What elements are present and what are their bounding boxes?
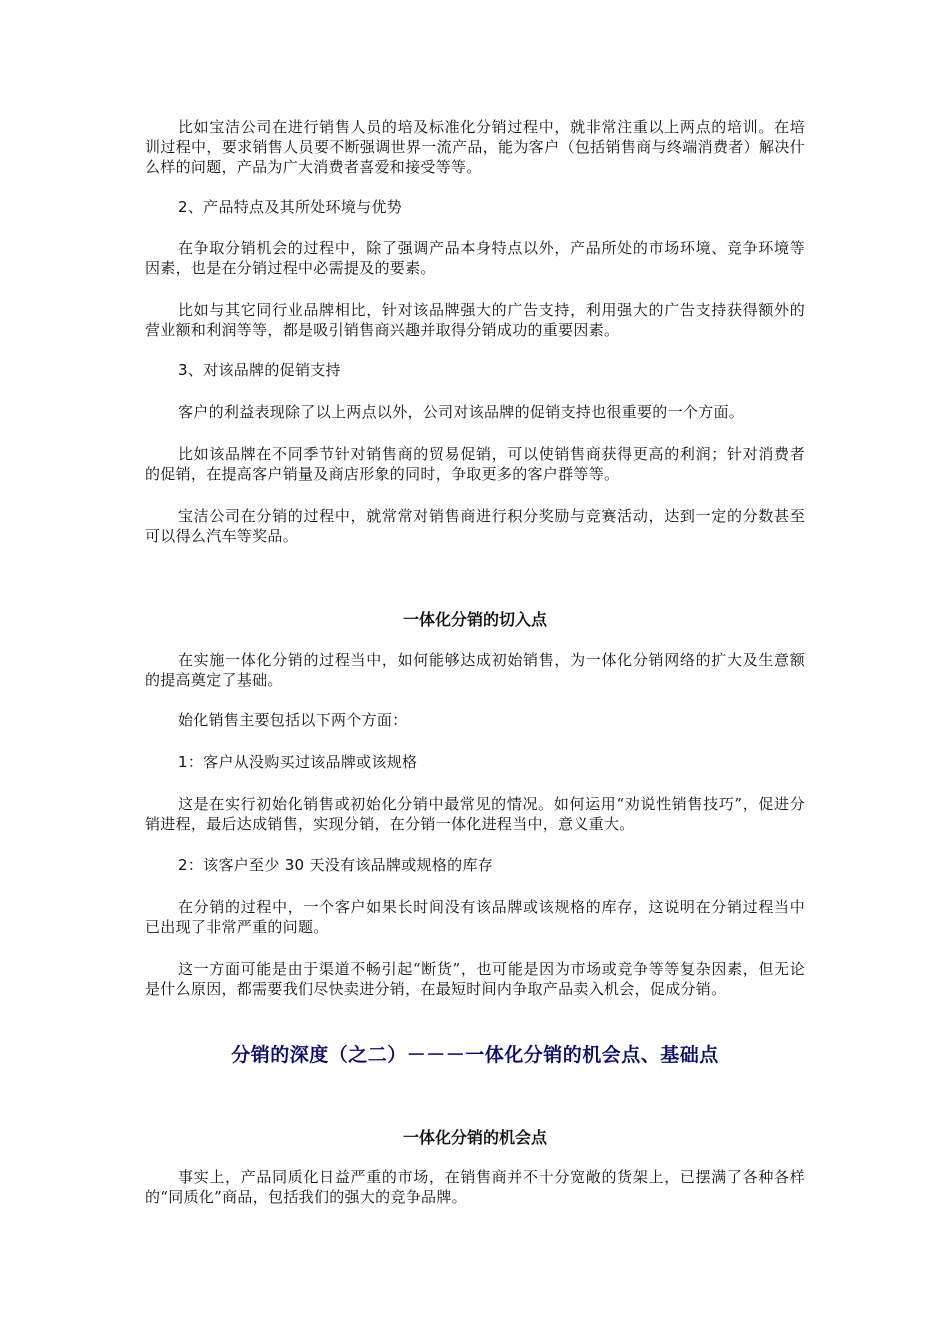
paragraph: 比如与其它同行业品牌相比，针对该品牌强大的广告支持，利用强大的广告支持获得额外的营业额和利润等等，都是吸引销售商兴趣并取得分销成功的重要因素。 — [145, 301, 805, 339]
paragraph: 比如该品牌在不同季节针对销售商的贸易促销，可以使销售商获得更高的利润；针对消费者的促销，在提高客户销量及商店形象的同时，争取更多的客户群等等。 — [145, 445, 805, 483]
section-heading: 一体化分销的机会点 — [402, 1128, 547, 1147]
paragraph: 在实施一体化分销的过程当中，如何能够达成初始销售，为一体化分销网络的扩大及生意额的提高奠定了基础。 — [145, 651, 805, 689]
list-item-heading: 2：该客户至少 30 天没有该品牌或规格的库存 — [178, 856, 494, 874]
paragraph: 这是在实行初始化销售或初始化分销中最常见的情况。如何运用“劝说性销售技巧”，促进分销进程，最后达成销售，实现分销，在分销一体化进程当中，意义重大。 — [145, 795, 805, 833]
section-heading: 一体化分销的切入点 — [402, 610, 547, 629]
paragraph: 始化销售主要包括以下两个方面： — [178, 711, 408, 729]
list-item-heading: 2、产品特点及其所处环境与优势 — [178, 198, 403, 216]
list-item-heading: 1：客户从没购买过该品牌或该规格 — [178, 753, 418, 771]
list-item-heading: 3、对该品牌的促销支持 — [178, 361, 341, 379]
paragraph: 在分销的过程中，一个客户如果长时间没有该品牌或该规格的库存，这说明在分销过程当中已出现了非常严重的问题。 — [145, 898, 805, 936]
paragraph: 客户的利益表现除了以上两点以外，公司对该品牌的促销支持也很重要的一个方面。 — [178, 403, 745, 421]
paragraph: 比如宝洁公司在进行销售人员的培及标准化分销过程中，就非常注重以上两点的培训。在培训过程中，要求销售人员要不断强调世界一流产品，能为客户（包括销售商与终端消费者）解决什么样的问题，产品为广大消费者喜爱和接受等等。 — [145, 118, 805, 176]
paragraph: 在争取分销机会的过程中，除了强调产品本身特点以外，产品所处的市场环境、竞争环境等因素，也是在分销过程中必需提及的要素。 — [145, 239, 805, 277]
paragraph: 宝洁公司在分销的过程中，就常常对销售商进行积分奖励与竞赛活动，达到一定的分数甚至可以得么汽车等奖品。 — [145, 507, 805, 545]
paragraph: 事实上，产品同质化日益严重的市场，在销售商并不十分宽敞的货架上，已摆满了各种各样的“同质化”商品，包括我们的强大的竞争品牌。 — [145, 1168, 805, 1206]
chapter-heading: 分销的深度（之二）－－－一体化分销的机会点、基础点 — [231, 1044, 719, 1066]
paragraph: 这一方面可能是由于渠道不畅引起“断货”，也可能是因为市场或竞争等等复杂因素，但无论是什么原因，都需要我们尽快卖进分销，在最短时间内争取产品卖入机会，促成分销。 — [145, 960, 805, 998]
